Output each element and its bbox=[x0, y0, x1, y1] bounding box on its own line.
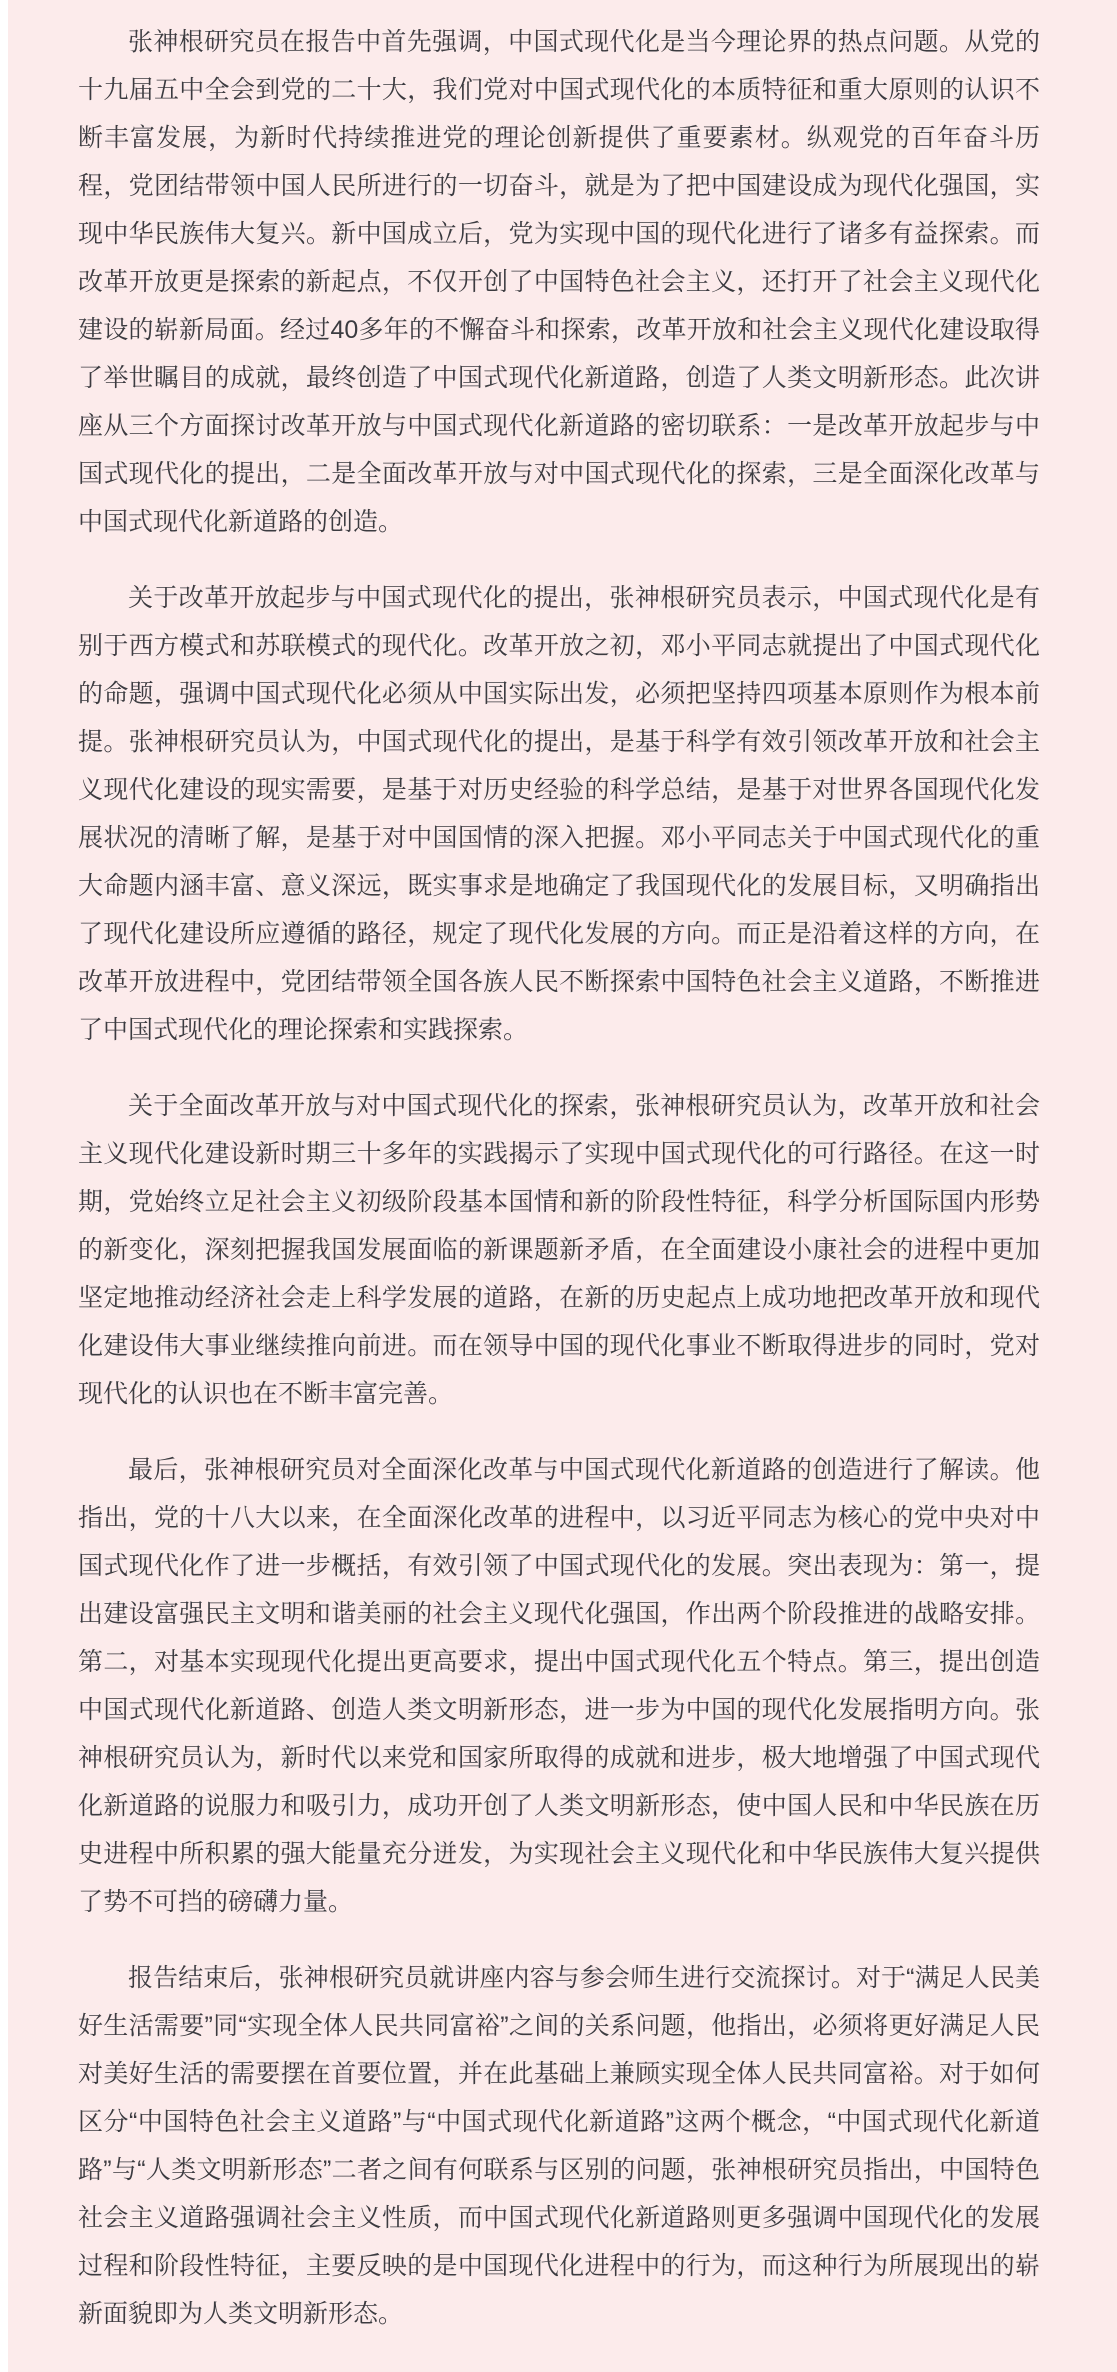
article-paragraph-4: 最后，张神根研究员对全面深化改革与中国式现代化新道路的创造进行了解读。他指出，党的十八大以来，在全面深化改革的进程中，以习近平同志为核心的党中央对中国式现代化作了进一步概括，有效引领了中国式现代化的发展。突出表现为：第一，提出建设富强民主文明和谐美丽的社会主义现代化强国，作出两个阶段推进的战略安排。第二，对基本实现现代化提出更高要求，提出中国式现代化五个特点。第三，提出创造中国式现代化新道路、创造人类文明新形态，进一步为中国的现代化发展指明方向。张神根研究员认为，新时代以来党和国家所取得的成就和进步，极大地增强了中国式现代化新道路的说服力和吸引力，成功开创了人类文明新形态，使中国人民和中华民族在历史进程中所积累的强大能量充分迸发，为实现社会主义现代化和中华民族伟大复兴提供了势不可挡的磅礴力量。 bbox=[78, 1456, 1040, 1916]
article-paragraph-2: 关于改革开放起步与中国式现代化的提出，张神根研究员表示，中国式现代化是有别于西方模式和苏联模式的现代化。改革开放之初，邓小平同志就提出了中国式现代化的命题，强调中国式现代化必须从中国实际出发，必须把坚持四项基本原则作为根本前提。张神根研究员认为，中国式现代化的提出，是基于科学有效引领改革开放和社会主义现代化建设的现实需要，是基于对历史经验的科学总结，是基于对世界各国现代化发展状况的清晰了解，是基于对中国国情的深入把握。邓小平同志关于中国式现代化的重大命题内涵丰富、意义深远，既实事求是地确定了我国现代化的发展目标，又明确指出了现代化建设所应遵循的路径，规定了现代化发展的方向。而正是沿着这样的方向，在改革开放进程中，党团结带领全国各族人民不断探索中国特色社会主义道路，不断推进了中国式现代化的理论探索和实践探索。 bbox=[78, 584, 1040, 1044]
article-paragraph-5: 报告结束后，张神根研究员就讲座内容与参会师生进行交流探讨。对于“满足人民美好生活需要”同“实现全体人民共同富裕”之间的关系问题，他指出，必须将更好满足人民对美好生活的需要摆在首要位置，并在此基础上兼顾实现全体人民共同富裕。对于如何区分“中国特色社会主义道路”与“中国式现代化新道路”这两个概念，“中国式现代化新道路”与“人类文明新形态”二者之间有何联系与区别的问题，张神根研究员指出，中国特色社会主义道路强调社会主义性质，而中国式现代化新道路则更多强调中国现代化的发展过程和阶段性特征，主要反映的是中国现代化进程中的行为，而这种行为所展现出的崭新面貌即为人类文明新形态。 bbox=[78, 1964, 1040, 2328]
left-edge-strip bbox=[0, 0, 8, 2372]
article-paragraph-1: 张神根研究员在报告中首先强调，中国式现代化是当今理论界的热点问题。从党的十九届五中全会到党的二十大，我们党对中国式现代化的本质特征和重大原则的认识不断丰富发展，为新时代持续推进党的理论创新提供了重要素材。纵观党的百年奋斗历程，党团结带领中国人民所进行的一切奋斗，就是为了把中国建设成为现代化强国，实现中华民族伟大复兴。新中国成立后，党为实现中国的现代化进行了诸多有益探索。而改革开放更是探索的新起点，不仅开创了中国特色社会主义，还打开了社会主义现代化建设的崭新局面。经过40多年的不懈奋斗和探索，改革开放和社会主义现代化建设取得了举世瞩目的成就，最终创造了中国式现代化新道路，创造了人类文明新形态。此次讲座从三个方面探讨改革开放与中国式现代化新道路的密切联系：一是改革开放起步与中国式现代化的提出，二是全面改革开放与对中国式现代化的探索，三是全面深化改革与中国式现代化新道路的创造。 bbox=[78, 28, 1040, 536]
article-paragraph-3: 关于全面改革开放与对中国式现代化的探索，张神根研究员认为，改革开放和社会主义现代化建设新时期三十多年的实践揭示了实现中国式现代化的可行路径。在这一时期，党始终立足社会主义初级阶段基本国情和新的阶段性特征，科学分析国际国内形势的新变化，深刻把握我国发展面临的新课题新矛盾，在全面建设小康社会的进程中更加坚定地推动经济社会走上科学发展的道路，在新的历史起点上成功地把改革开放和现代化建设伟大事业继续推向前进。而在领导中国的现代化事业不断取得进步的同时，党对现代化的认识也在不断丰富完善。 bbox=[78, 1092, 1040, 1408]
